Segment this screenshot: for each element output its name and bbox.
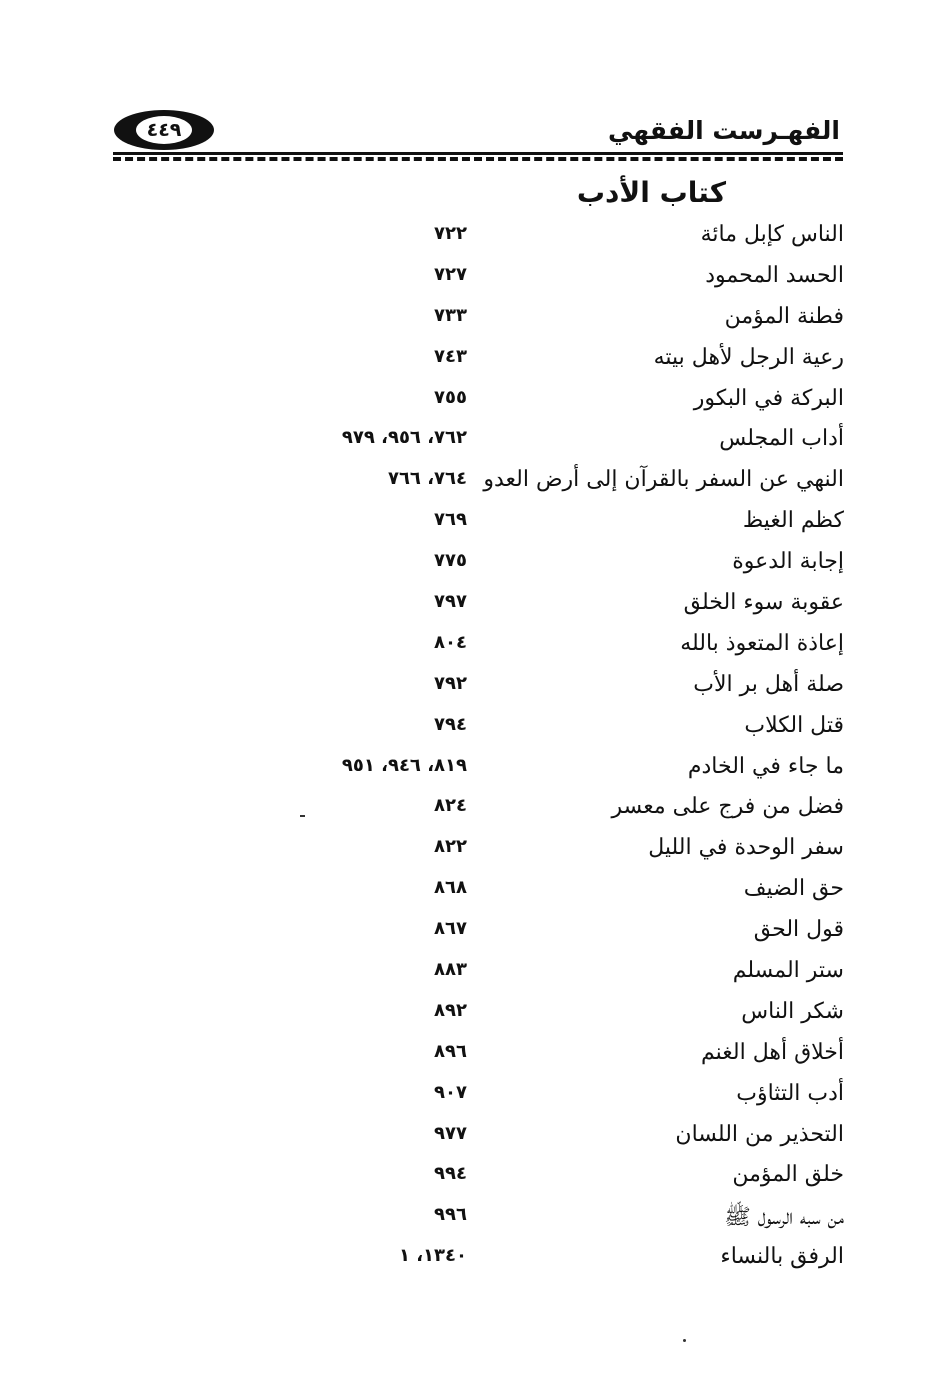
entry-title: رعية الرجل لأهل بيته (653, 344, 844, 370)
entry-pages: ٩٠٧ (434, 1081, 467, 1103)
entry-title: إجابة الدعوة (732, 549, 844, 575)
entry-title: إعاذة المتعوذ بالله (680, 630, 844, 656)
entry-title: شكر الناس (741, 998, 844, 1024)
index-entry (0, 380, 944, 421)
entry-pages: ٧٧٥ (434, 550, 467, 572)
entry-title: صلة أهل بر الأب (693, 671, 844, 697)
index-entry (0, 216, 944, 257)
entry-title: خلق المؤمن (732, 1162, 844, 1188)
entry-pages: ٩٩٦ (434, 1204, 467, 1226)
entry-title: حق الضيف (743, 876, 844, 902)
index-entry (0, 339, 944, 380)
entry-pages: ٧٩٢ (434, 672, 467, 694)
index-entry (0, 298, 944, 339)
stray-ink-dot (683, 1339, 686, 1342)
entry-title: الرفق بالنساء (720, 1244, 844, 1270)
running-header-title: الفهـرست الفقهي (607, 116, 840, 145)
index-entry (0, 1238, 944, 1279)
entry-title: أداب المجلس (719, 426, 844, 452)
index-entry (0, 420, 944, 461)
entry-title: سفر الوحدة في الليل (648, 835, 844, 861)
entry-title: أدب التثاؤب (736, 1080, 844, 1106)
entry-title: أخلاق أهل الغنم (701, 1039, 844, 1065)
entry-pages: ٧٦٤، ٧٦٦ (387, 468, 467, 490)
entry-pages: ٧٩٧ (434, 591, 467, 613)
entry-pages: ٧٥٥ (434, 386, 467, 408)
index-entry (0, 870, 944, 911)
entry-title: التحذير من اللسان (675, 1121, 844, 1147)
index-entry (0, 952, 944, 993)
entry-title: الحسد المحمود (705, 262, 844, 288)
entry-title: كظم الغيظ (742, 508, 844, 534)
index-entry (0, 829, 944, 870)
entry-pages: ٨٠٤ (434, 631, 467, 653)
entry-pages: ٩٧٧ (434, 1122, 467, 1144)
index-entry (0, 625, 944, 666)
index-entry (0, 748, 944, 789)
entry-title: من سبه الرسول ﷺ (724, 1205, 844, 1231)
index-entry (0, 1075, 944, 1116)
entry-pages: ٧٢٧ (434, 263, 467, 285)
index-entry (0, 707, 944, 748)
entry-pages: ٨٢٤ (434, 795, 467, 817)
entry-pages: ٧٤٣ (434, 345, 467, 367)
index-entry (0, 911, 944, 952)
index-entry (0, 666, 944, 707)
index-entry-list (0, 216, 944, 1279)
entry-pages: ٧٩٤ (434, 713, 467, 735)
index-entry (0, 1156, 944, 1197)
index-entry (0, 1197, 944, 1238)
index-entry (0, 584, 944, 625)
index-entry (0, 257, 944, 298)
header-rule-dashed (113, 157, 843, 161)
entry-title: ما جاء في الخادم (687, 753, 844, 779)
entry-pages: ٧٢٢ (434, 223, 467, 244)
entry-pages: ٩٩٤ (434, 1163, 467, 1185)
entry-pages: ٨٦٧ (434, 918, 467, 940)
index-entry (0, 461, 944, 502)
index-entry (0, 543, 944, 584)
index-entry (0, 1034, 944, 1075)
page-number: ٤٤٩ (136, 116, 192, 144)
index-entry (0, 1116, 944, 1157)
entry-pages: ٨١٩، ٩٤٦، ٩٥١ (341, 754, 467, 776)
entry-pages: ٨٨٣ (434, 959, 467, 981)
entry-pages: ٧٦٢، ٩٥٦، ٩٧٩ (341, 427, 467, 449)
index-entry (0, 993, 944, 1034)
entry-pages: ١٣٤٠، ١ (398, 1245, 467, 1267)
entry-title: عقوبة سوء الخلق (683, 590, 844, 616)
entry-title: البركة في البكور (693, 385, 844, 411)
entry-title: النهي عن السفر بالقرآن إلى أرض العدو (483, 467, 844, 493)
entry-title: فطنة المؤمن (724, 303, 844, 329)
entry-title: ستر المسلم (732, 958, 844, 984)
entry-pages: ٧٣٣ (434, 304, 467, 326)
header-rule-solid (113, 152, 843, 155)
entry-title: قتل الكلاب (744, 712, 844, 738)
stray-ink-mark (300, 815, 305, 817)
index-entry (0, 502, 944, 543)
index-entry (0, 788, 944, 829)
entry-pages: ٨٦٨ (434, 877, 467, 899)
entry-pages: ٨٩٢ (434, 999, 467, 1021)
entry-title: الناس كإبل مائة (700, 222, 844, 247)
entry-title: قول الحق (753, 917, 844, 943)
section-title: كتاب الأدب (576, 176, 726, 209)
entry-pages: ٨٩٦ (434, 1040, 467, 1062)
page-number-badge (114, 110, 214, 150)
entry-pages: ٨٢٢ (434, 836, 467, 858)
entry-title: فضل من فرج على معسر (611, 794, 844, 820)
entry-pages: ٧٦٩ (434, 509, 467, 531)
